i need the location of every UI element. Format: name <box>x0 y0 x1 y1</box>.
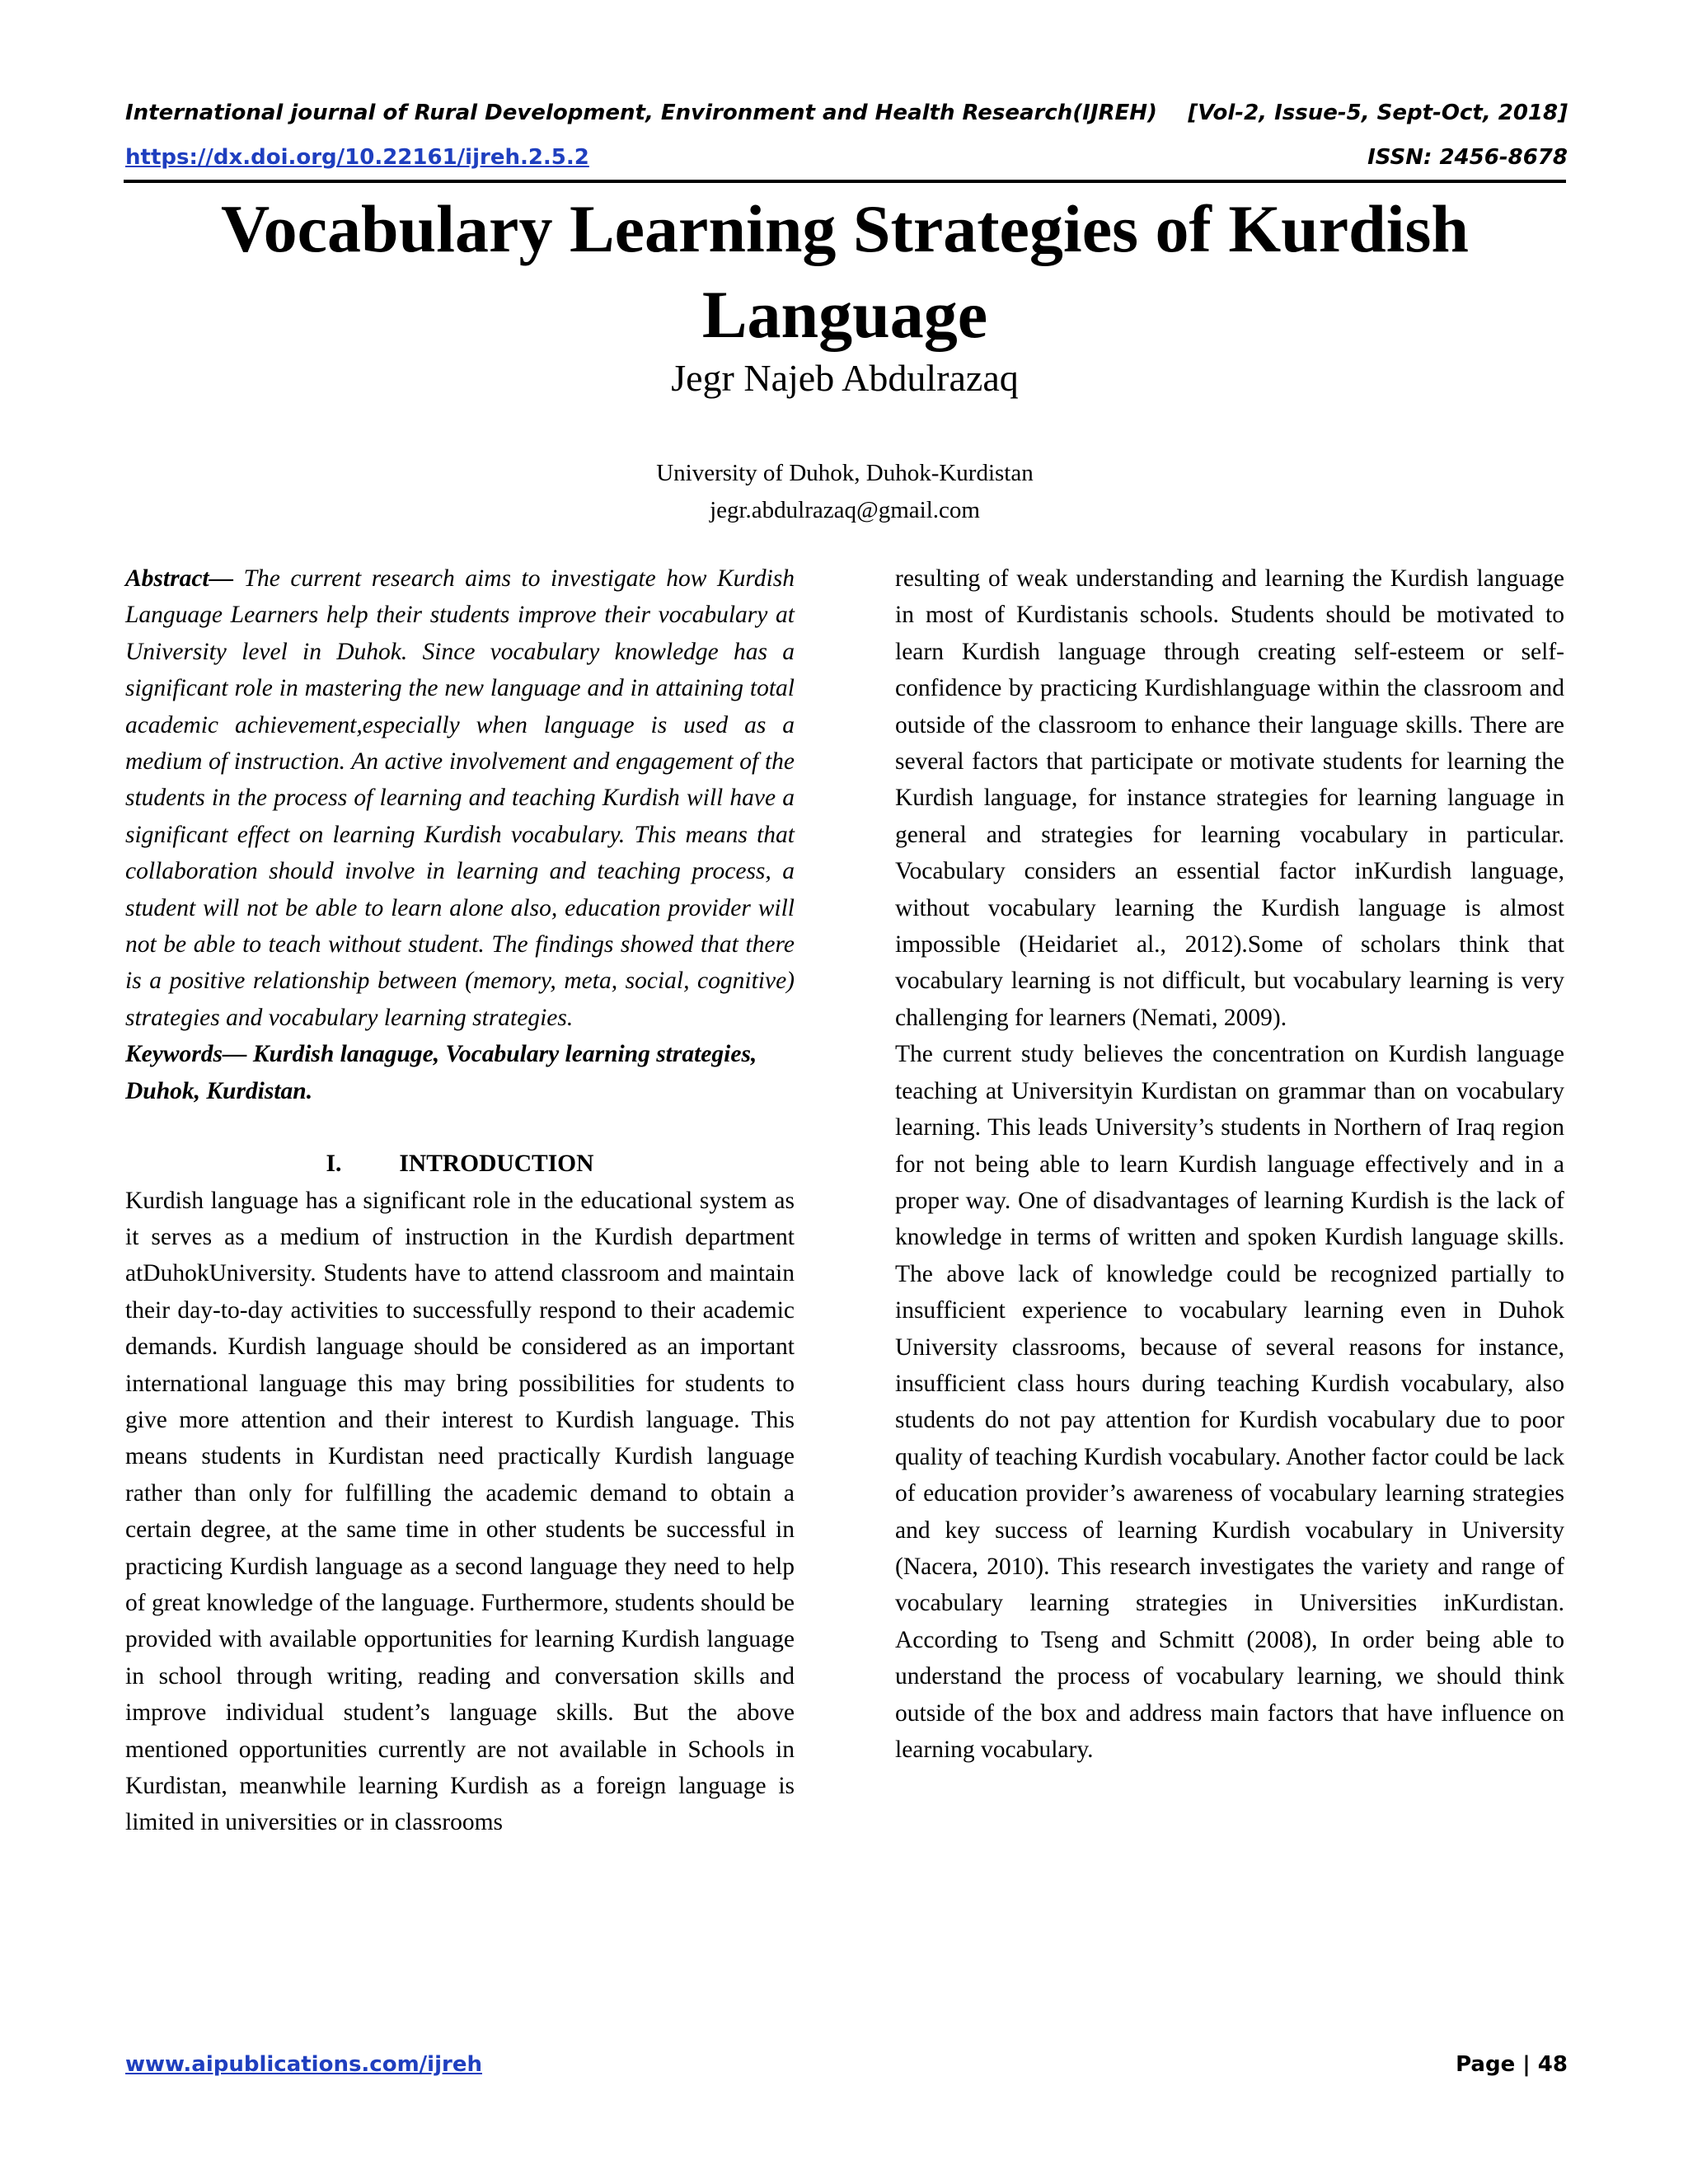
keywords: Keywords— Kurdish lanaguge, Vocabulary learning strategies, Duhok, Kurdistan. <box>125 1041 757 1104</box>
left-column <box>125 560 795 1841</box>
author-name: Jegr Najeb Abdulrazaq <box>671 357 1019 399</box>
section-number: I. <box>326 1151 342 1178</box>
doi-row <box>125 145 1568 170</box>
abstract <box>125 560 795 1036</box>
body-paragraph-1: resulting of weak understanding and learning the Kurdish language in most of Kurdistanis schools. Students should be motivated to learn Kurdish language through creating self-esteem or self-confidence by practicing Kurdishlanguage within the classroom and outside of the classroom to enhance their language skills. There are several factors that participate or motivate students for learning the Kurdish language, for instance strategies for learning language in general and strategies for learning vocabulary in particular. Vocabulary considers an essential factor inKurdish language, without vocabulary learning the Kurdish language is almost impossible (Heidariet al., 2012).Some of scholars think that vocabulary learning is not difficult, but vocabulary learning is very challenging for learners (Nemati, 2009). <box>895 565 1564 1031</box>
title-line-2: Language <box>701 277 988 352</box>
page-number: Page | 48 <box>1456 2052 1568 2077</box>
page-footer <box>125 2052 1568 2077</box>
abstract-text: The current research aims to investigate how Kurdish Language Learners help their students improve their vocabulary at University level in Duhok. Since vocabulary knowledge has a significant role in mastering the new language and in attaining total academic achievement,especially when language is used as a medium of instruction. An active involvement and engagement of the students in the process of learning and teaching Kurdish will have a significant effect on learning Kurdish vocabulary. This means that collaboration should involve in learning and teaching process, a student will not be able to learn alone also, education provider will not be able to teach without student. The findings showed that there is a positive relationship between (memory, meta, social, cognitive) strategies and vocabulary learning strategies. <box>125 565 795 1031</box>
right-column <box>895 560 1564 1768</box>
author-email: jegr.abdulrazaq@gmail.com <box>710 497 980 523</box>
footer-website-link[interactable]: www.aipublications.com/ijreh <box>125 2052 482 2077</box>
abstract-label: Abstract— <box>125 565 234 592</box>
issn: ISSN: 2456-8678 <box>1367 145 1568 170</box>
affiliation <box>124 455 1566 529</box>
paper-title <box>124 186 1566 358</box>
intro-paragraph: Kurdish language has a significant role in the educational system as it serves as a medium of instruction in the Kurdish department atDuhokUniversity. Students have to attend classroom and maintain their day-to-day activities to successfully respond to their academic demands. Kurdish language should be considered as an important international language this may bring possibilities for students to give more attention and their interest to Kurdish language. This means students in Kurdistan need practically Kurdish language rather than only for fulfilling the academic demand to obtain a certain degree, at the same time in other students be successful in practicing Kurdish language as a second language they need to help of great knowledge of the language. Furthermore, students should be provided with available opportunities for learning Kurdish language in school through writing, reading and conversation skills and improve individual student’s language skills. But the above mentioned opportunities currently are not available in Schools in Kurdistan, meanwhile learning Kurdish as a foreign language is limited in universities or in classrooms <box>125 1187 795 1836</box>
institution: University of Duhok, Duhok-Kurdistan <box>656 460 1034 486</box>
section-title: INTRODUCTION <box>399 1151 594 1178</box>
journal-name: International journal of Rural Development, Environment and Health Research(IJREH) <box>125 101 1157 125</box>
volume-issue: [Vol-2, Issue-5, Sept-Oct, 2018] <box>1188 101 1568 125</box>
running-header <box>125 101 1568 125</box>
title-line-1: Vocabulary Learning Strategies of Kurdish <box>220 191 1470 266</box>
body-paragraph-2: The current study believes the concentration on Kurdish language teaching at Universityin Kurdistan on grammar than on vocabulary learning. This leads University’s students in Northern of Iraq region for not being able to learn Kurdish language effectively and in a proper way. One of disadvantages of learning Kurdish is the lack of knowledge in terms of written and spoken Kurdish language skills. The above lack of knowledge could be recognized partially to insufficient experience to vocabulary learning even in Duhok University classrooms, because of several reasons for instance, insufficient class hours during teaching Kurdish vocabulary, also students do not pay attention for Kurdish vocabulary due to poor quality of teaching Kurdish vocabulary. Another factor could be lack of education provider’s awareness of vocabulary learning strategies and key success of learning Kurdish vocabulary in University (Nacera, 2010). This research investigates the variety and range of vocabulary learning strategies in Universities inKurdistan. According to Tseng and Schmitt (2008), In order being able to understand the process of vocabulary learning, we should think outside of the box and address main factors that have influence on learning vocabulary. <box>895 1041 1564 1763</box>
section-heading <box>125 1146 795 1182</box>
doi-link[interactable]: https://dx.doi.org/10.22161/ijreh.2.5.2 <box>125 145 589 170</box>
header-rule <box>124 180 1566 183</box>
